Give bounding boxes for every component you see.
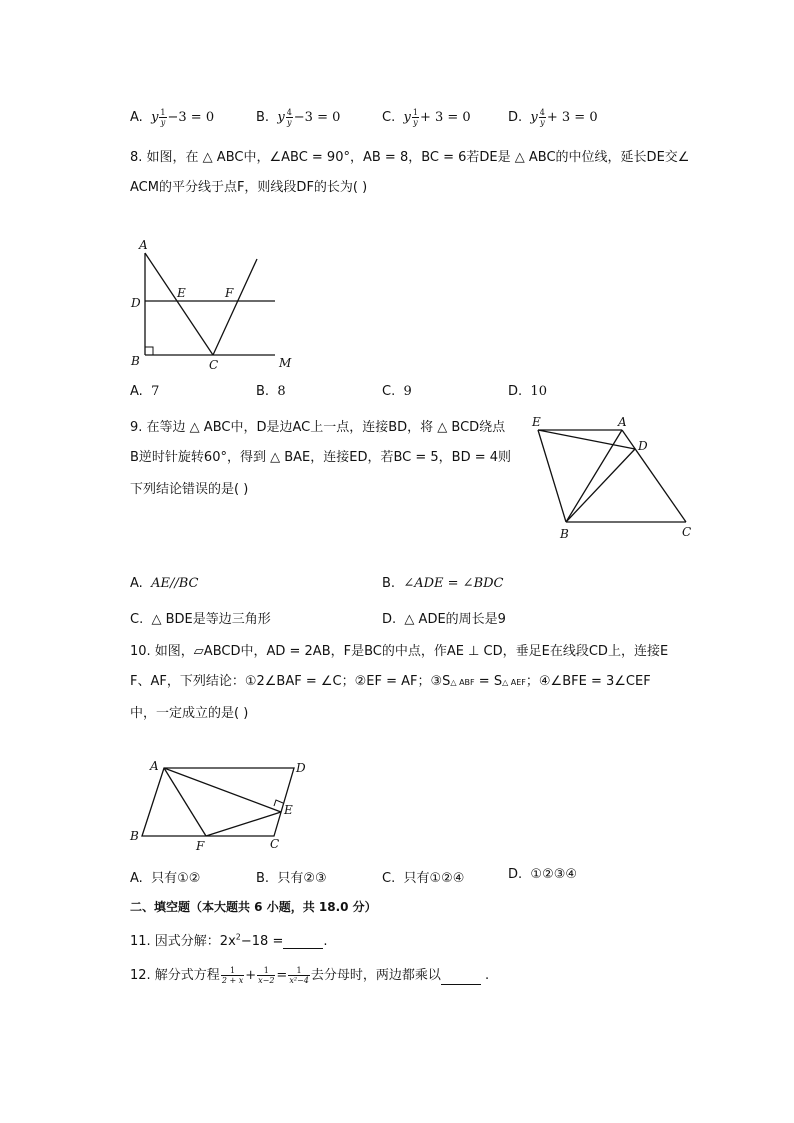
q9-label-b: B	[560, 527, 569, 541]
q11-stem: 11. 因式分解：$2x^2-18$ = .	[130, 932, 328, 949]
q8-option-d: D. 10	[508, 384, 547, 399]
q10-figure	[128, 756, 318, 852]
q9-option-b: B. ∠ADE = ∠BDC	[382, 576, 504, 591]
q9-figure	[528, 412, 698, 542]
q8-stem-line1: 8. 如图，在 △ ABC中，∠ABC = 90°，AB = 8，BC = 6若DE是 △ ABC的中位线，延长DE交∠	[130, 150, 690, 165]
q10-label-a: A	[150, 759, 159, 773]
q7-option-d: D. y $\frac{4}{y}$ + 3 = 0	[508, 108, 598, 127]
q9-label-a: A	[618, 415, 627, 429]
q9-segment-ac	[622, 430, 686, 522]
q10-label-e: E	[284, 803, 293, 817]
q10-right-angle-mark	[274, 800, 283, 806]
q8-option-c: C. 9	[382, 384, 412, 399]
q10-option-b: B. 只有②③	[256, 871, 327, 886]
q10-stem-line2: F、AF，下列结论：①2∠BAF = ∠C；②EF = AF；③S△ ABF = S△ AEF；④∠BFE = 3∠CEF	[130, 674, 651, 689]
q10-option-c: C. 只有①②④	[382, 871, 465, 886]
q7-option-c: C. y $\frac{1}{y}$ + 3 = 0	[382, 108, 471, 127]
q8-label-a: A	[139, 238, 148, 252]
q8-segment-ac	[145, 253, 213, 355]
q8-right-angle-mark	[145, 347, 153, 355]
q7-option-b: B. y $\frac{4}{y}$ −3 = 0	[256, 108, 341, 127]
q8-bisector-cf	[213, 259, 257, 355]
q8-label-c: C	[209, 358, 219, 372]
q8-stem-line2: ACM的平分线于点F，则线段DF的长为( )	[130, 180, 368, 195]
q10-segment-ae	[164, 768, 281, 812]
q12-answer-blank[interactable]	[441, 972, 481, 985]
q9-stem-line1: 9. 在等边 △ ABC中，D是边AC上一点，连接BD，将 △ BCD绕点	[130, 420, 506, 435]
q9-option-c: C. △ BDE是等边三角形	[130, 612, 271, 627]
q10-segment-fe	[206, 812, 281, 836]
q9-label-c: C	[682, 525, 692, 539]
q8-option-b: B. 8	[256, 384, 286, 399]
q10-option-a: A. 只有①②	[130, 871, 201, 886]
q8-label-b: B	[131, 354, 140, 368]
q8-label-m: M	[279, 356, 292, 370]
q10-label-d: D	[296, 761, 306, 775]
q8-option-a: A. 7	[130, 384, 160, 399]
q10-option-d: D. ①②③④	[508, 867, 578, 882]
section-fill-in-title: 二、填空题（本大题共 6 小题，共 18.0 分）	[130, 900, 377, 914]
q7-option-a: A. y $\frac{1}{y}$ −3 = 0	[130, 108, 215, 127]
q9-segment-eb	[538, 430, 566, 522]
q9-option-a: A. AE//BC	[130, 576, 199, 591]
q9-option-d: D. △ ADE的周长是9	[382, 612, 506, 627]
q10-label-f: F	[196, 839, 205, 852]
q9-label-d: D	[638, 439, 648, 453]
q9-stem-line3: 下列结论错误的是( )	[130, 482, 249, 497]
q9-segment-ab	[566, 430, 622, 522]
q10-label-c: C	[270, 837, 280, 851]
q11-answer-blank[interactable]	[283, 936, 323, 949]
q9-segment-bd	[566, 449, 635, 522]
q8-label-f: F	[225, 286, 234, 300]
q8-label-e: E	[177, 286, 186, 300]
q10-parallelogram	[142, 768, 294, 836]
q10-label-b: B	[130, 829, 139, 843]
q9-label-e: E	[532, 415, 541, 429]
q10-segment-af	[164, 768, 206, 836]
q9-stem-line2: B逆时针旋转60°，得到 △ BAE，连接ED，若BC = 5，BD = 4则	[130, 450, 512, 465]
q8-figure	[125, 235, 305, 375]
q10-stem-line1: 10. 如图，▱ABCD中，AD = 2AB，F是BC的中点，作AE ⊥ CD，垂足E在线段CD上，连接E	[130, 644, 669, 659]
q12-stem: 12. 解分式方程 $\frac{1}{2 + x}$ + $\frac{1}{x-2}$ = $\frac{1}{\text{x²−4}}$ 去分母时，两边都乘以 .	[130, 966, 490, 985]
q8-label-d: D	[131, 296, 141, 310]
q10-stem-line3: 中，一定成立的是( )	[130, 706, 249, 721]
